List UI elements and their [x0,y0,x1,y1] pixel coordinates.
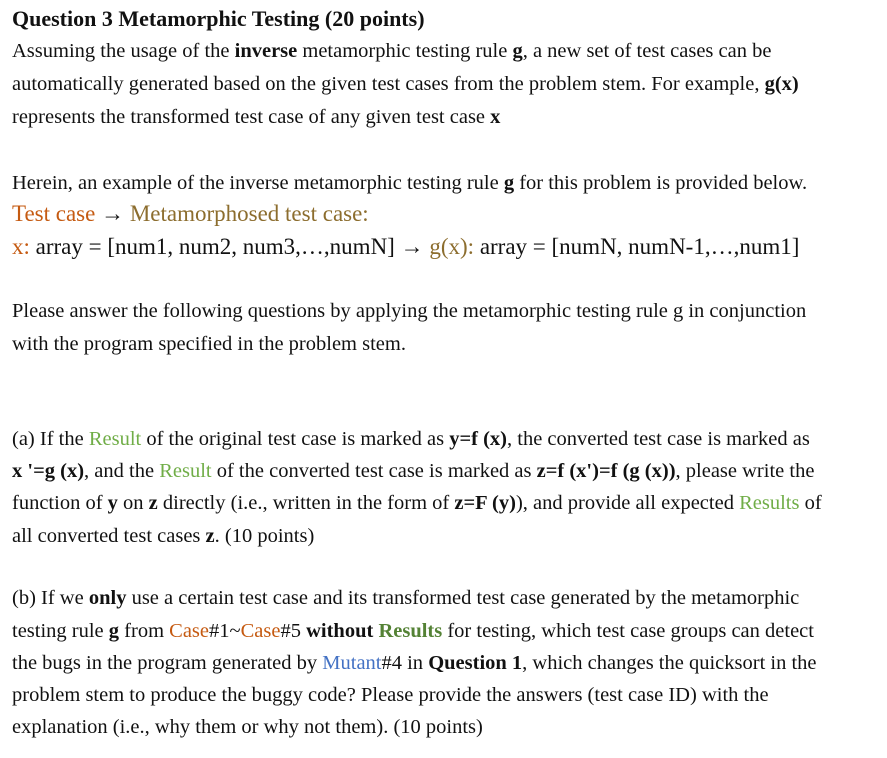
z-function-formula: z=F (y) [454,492,516,514]
part-b-text: #4 in [381,652,429,674]
part-b-text: , which changes the quicksort in the [522,652,817,674]
part-b-line-3 [12,650,817,676]
y-term: y [107,492,118,514]
intro-text: , a new set of test cases can be [522,40,772,62]
part-a-text: of [799,492,822,514]
example-header [12,201,369,227]
intro-line-1 [12,38,771,64]
rule-g-term: g [108,620,120,642]
result-term: Result [88,428,142,450]
herein-text: for this problem is provided below. [514,172,808,194]
results-term: Results [739,492,800,514]
part-b-text: #5 [280,620,307,642]
intro-line-2 [12,71,799,97]
part-b-text: for testing, which test case groups can detect [442,620,814,642]
part-a-text: all converted test cases [12,525,206,547]
part-b-text: testing rule [12,620,109,642]
part-a-text: , the converted test case is marked as [507,428,810,450]
case-term: Case [240,620,281,642]
intro-text: Assuming the usage of the [12,40,235,62]
intro-text: metamorphic testing rule [297,40,513,62]
part-b-line-5: explanation (i.e., why them or why not them). (10 points) [12,716,483,738]
part-a-line-1 [12,426,810,452]
part-a-text: , and the [84,460,160,482]
example-line [12,234,799,260]
intro-text: automatically generated based on the given test cases from the problem stem. For example, [12,73,765,95]
z-term: z [205,525,215,547]
inverse-term: inverse [234,40,298,62]
part-b-text: (b) If we [12,587,89,609]
only-term: only [88,587,127,609]
part-b-line-2 [12,618,814,644]
x-array: array = [num1, num2, num3,…,numN] [29,234,401,259]
arrow-icon: → [95,201,130,226]
herein-line [12,170,807,196]
test-case-label: Test case [12,201,96,226]
part-b-text: use a certain test case and its transformed test case generated by the metamorphic [126,587,800,609]
herein-text: Herein, an example of the inverse metamorphic testing rule [12,172,504,194]
z-formula: z=f (x')=f (g (x)) [536,460,676,482]
gx-array: array = [numN, numN-1,…,num1] [474,234,800,259]
part-b-line-4: problem stem to produce the buggy code? Please provide the answers (test case ID) with the [12,684,769,706]
part-b-text: #1~ [209,620,241,642]
part-a-text: , please write the [675,460,815,482]
part-a-text: directly (i.e., written in the form of [157,492,455,514]
gx-label: g(x): [429,234,475,259]
part-a-text: ), and provide all expected [515,492,740,514]
arrow-icon: → [400,234,430,259]
result-term: Result [159,460,212,482]
part-a-line-2 [12,458,814,484]
part-a-text: of the original test case is marked as [141,428,450,450]
metamorphosed-label: Metamorphosed test case: [129,201,369,226]
part-a-text: . (10 points) [214,525,315,547]
intro-text: represents the transformed test case of any given test case [12,106,491,128]
rule-g-term: g [503,172,515,194]
instruction-line-1: Please answer the following questions by applying the metamorphic testing rule g in conjunction [12,300,807,322]
gx-term: g(x) [764,73,799,95]
instruction-line-2: with the program specified in the problem stem. [12,333,406,355]
case-term: Case [169,620,210,642]
rule-g-term: g [512,40,523,62]
part-a-line-4 [12,523,314,549]
part-b-text: from [119,620,170,642]
z-term: z [148,492,158,514]
part-a-text: (a) If the [12,428,89,450]
without-term: without [306,620,374,642]
part-a-text: function of [12,492,108,514]
part-b-line-1 [12,585,799,611]
results-term: Results [378,620,443,642]
part-a-text: on [117,492,149,514]
part-a-text: of the converted test case is marked as [211,460,537,482]
x-term: x [490,106,501,128]
y-formula: y=f (x) [449,428,508,450]
question-1-term: Question 1 [428,652,523,674]
part-b-text: the bugs in the program generated by [12,652,323,674]
question-title: Question 3 Metamorphic Testing (20 points) [12,6,425,31]
x-prime-formula: x '=g (x) [12,460,85,482]
x-label: x: [12,234,30,259]
part-a-line-3 [12,490,822,516]
intro-line-3 [12,104,500,130]
mutant-term: Mutant [322,652,382,674]
